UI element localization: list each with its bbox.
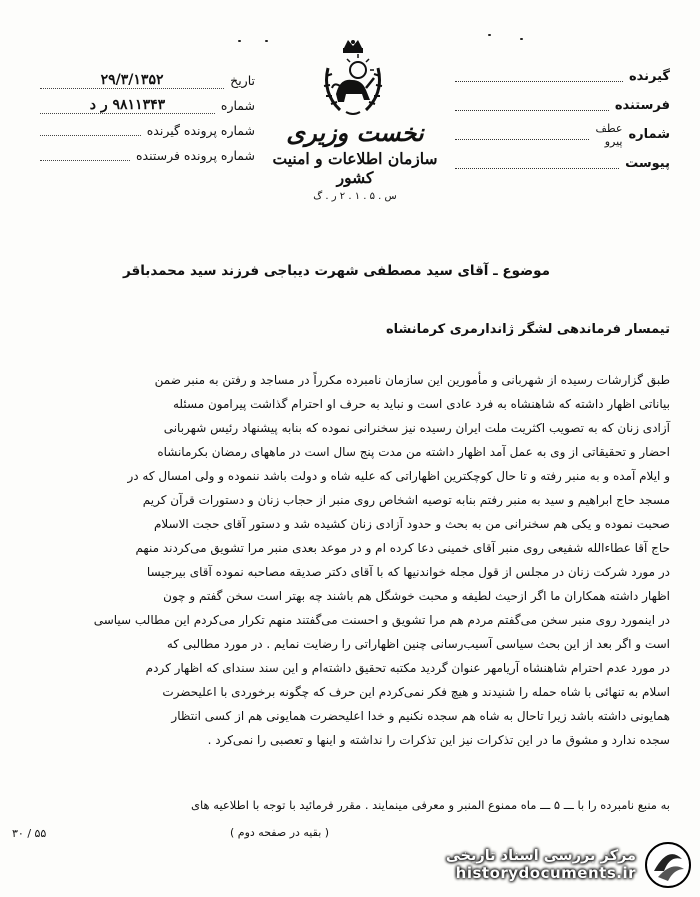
body-line: در مورد عدم احترام شاهنشاه آریامهر عنوان گردید مکتبه تحقیق داشته‌ام و این سند سند‌ای که اظهار کردم bbox=[145, 661, 670, 675]
organization-heading bbox=[255, 118, 455, 202]
page-number: ۳۰ / ۵۵ bbox=[12, 827, 47, 840]
header-left-fields bbox=[40, 68, 255, 168]
continued-note: ( بقیه در صفحه دوم ) bbox=[230, 826, 330, 839]
body-line: همایونی داشته باشد زیرا تاحال به شاه هم سجده نکنیم و خدا اعلیحضرت همایونی هم از کسی انتظار bbox=[171, 709, 670, 723]
scan-speck bbox=[265, 40, 268, 42]
scan-speck bbox=[488, 34, 491, 36]
archive-logo-icon bbox=[644, 841, 692, 889]
case-sender-field bbox=[40, 143, 255, 168]
date-label: تاریخ bbox=[230, 73, 255, 88]
sender-label: فرستنده bbox=[614, 98, 670, 113]
letter-number-field bbox=[40, 93, 255, 118]
letter-number-value: ۹۸۱۱۳۴۳ ر د bbox=[40, 97, 215, 114]
body-line: اسلام به تنهائی با شاه حمله را شنیدند و هیچ فکر نمی‌کردم این حرف که چگونه برخوردی با اعلیحضرت bbox=[162, 685, 670, 699]
body-line: طبق گزارشات رسیده از شهربانی و مأمورین این سازمان نامبرده مکرراً در مساجد و رفتن به منبر ضمن bbox=[154, 373, 670, 387]
case-sender-label: شماره پرونده فرستنده bbox=[135, 148, 255, 163]
body-line: است و اگر بعد از این بحث سیاسی آسیب‌رسانی چنین اظهاراتی را رضایت نمایم . در مورد مطالبی که bbox=[166, 637, 670, 651]
watermark-site: historydocuments.ir bbox=[455, 864, 636, 882]
letter-number-label: شماره bbox=[220, 98, 255, 113]
letter-subject: موضوع ـ آقای سید مصطفی شهرت دیباجی فرزند سید محمدباقر bbox=[122, 263, 550, 279]
case-recipient-field bbox=[40, 118, 255, 143]
body-line: در مورد شرکت زنان در مجلس از قول مجله خواندنیها که با آقای دکتر صدیقه مصاحبه نموده آقای بیرجیسا bbox=[146, 565, 670, 579]
organization-code: س . ۵ . ۱ . ۲ ر . گ bbox=[313, 191, 397, 202]
body-line: آزادی زنان که به تصویب اکثریت ملت ایران رسیده نیز سخنرانی نموده که بنابه پیشنهاد رئیس شهربانی bbox=[163, 421, 670, 435]
reference-label: عطف bbox=[595, 121, 623, 135]
attachment-field bbox=[455, 149, 670, 178]
body-line: و ایلام آمده و به منبر رفته و تا حال کوچکترین اظهاراتی که علیه شاه و دولت باشد ننموده و ولی امسال که در bbox=[127, 469, 670, 483]
recipient-line bbox=[455, 80, 623, 82]
case-recipient-line bbox=[40, 134, 141, 136]
attachment-label: پیوست bbox=[625, 156, 670, 171]
recipient-label: گیرنده bbox=[628, 69, 670, 84]
header-right-fields bbox=[455, 62, 670, 178]
date-value: ۲۹/۳/۱۳۵۲ bbox=[40, 72, 224, 89]
letter-addressee: تیمسار فرماندهی لشگر ژاندارمری کرمانشاه bbox=[385, 322, 670, 337]
organization-title: نخست وزیری bbox=[286, 118, 424, 147]
letter-body bbox=[30, 368, 670, 752]
body-line: حاج آقا عطاءالله شفیعی روی منبر آقای خمینی دعا کرده ام و در موعد بعدی منبر مرا تشویق می‌کردند منهم bbox=[135, 541, 670, 555]
body-line: صحبت نموده و یکی هم سخنرانی من به بحث و حدود آزادی زنان کشیده شد و دستور آقای حجت الاسلام bbox=[153, 517, 670, 531]
sender-line bbox=[455, 109, 609, 111]
watermark-title: مرکز بررسی اسناد تاریخی bbox=[445, 848, 636, 864]
number-field bbox=[455, 120, 670, 149]
lion-and-sun-emblem-icon bbox=[318, 38, 388, 122]
attachment-line bbox=[455, 167, 619, 169]
body-line: بیاناتی اظهار داشته که شاهنشاه به فرد عادی است و نباید به حرف او احترام گذاشت پیرامون مسئله bbox=[173, 397, 670, 411]
body-line: در اینمورد روی منبر سخن می‌گفتم مردم هم مرا تشویق و احسنت می‌گفتند منهم تکرار می‌کردم این مطالب سیاسی bbox=[93, 613, 670, 627]
case-recipient-label: شماره پرونده گیرنده bbox=[146, 123, 255, 138]
follow-up-label: پیرو bbox=[604, 134, 623, 148]
recipient-field bbox=[455, 62, 670, 91]
body-line: اظهار داشته همکاران ما اگر ازحیث لطیفه و محبت خوشگل هم باشند چه بهتر است سخن گفتم و چون bbox=[163, 589, 670, 603]
body-line: مسجد حاج ابراهیم و سید به منبر رفتم بنابه توصیه اشخاص روی منبر از حجاب زنان و دستورات قرآن کریم bbox=[142, 493, 670, 507]
date-field bbox=[40, 68, 255, 93]
closing-line: به منبع نامبرده را با ـــ ۵ ـــ ماه ممنوع المنبر و معرفی مینمایند . مقرر فرمائید با توجه با اطلاعیه های bbox=[191, 798, 670, 812]
organization-subtitle: سازمان اطلاعات و امنیت کشور bbox=[272, 149, 438, 187]
scan-speck bbox=[238, 40, 241, 42]
case-sender-line bbox=[40, 159, 130, 161]
scan-speck bbox=[520, 38, 523, 40]
number-label: شماره bbox=[628, 127, 670, 142]
watermark bbox=[446, 841, 692, 889]
number-sub-labels bbox=[595, 122, 622, 148]
body-line: سجده ندارد و مشوق ما در این تذکرات نیز این تذکرات را نداشته و اینها و تعصبی را نمی‌کرد . bbox=[207, 733, 670, 747]
body-line: احضار و تحقیقاتی از وی به عمل آمد اظهار داشته من مدت پنج سال است در ماههای رمضان بکرمانشاه bbox=[157, 445, 670, 459]
sender-field bbox=[455, 91, 670, 120]
number-line bbox=[455, 138, 589, 140]
